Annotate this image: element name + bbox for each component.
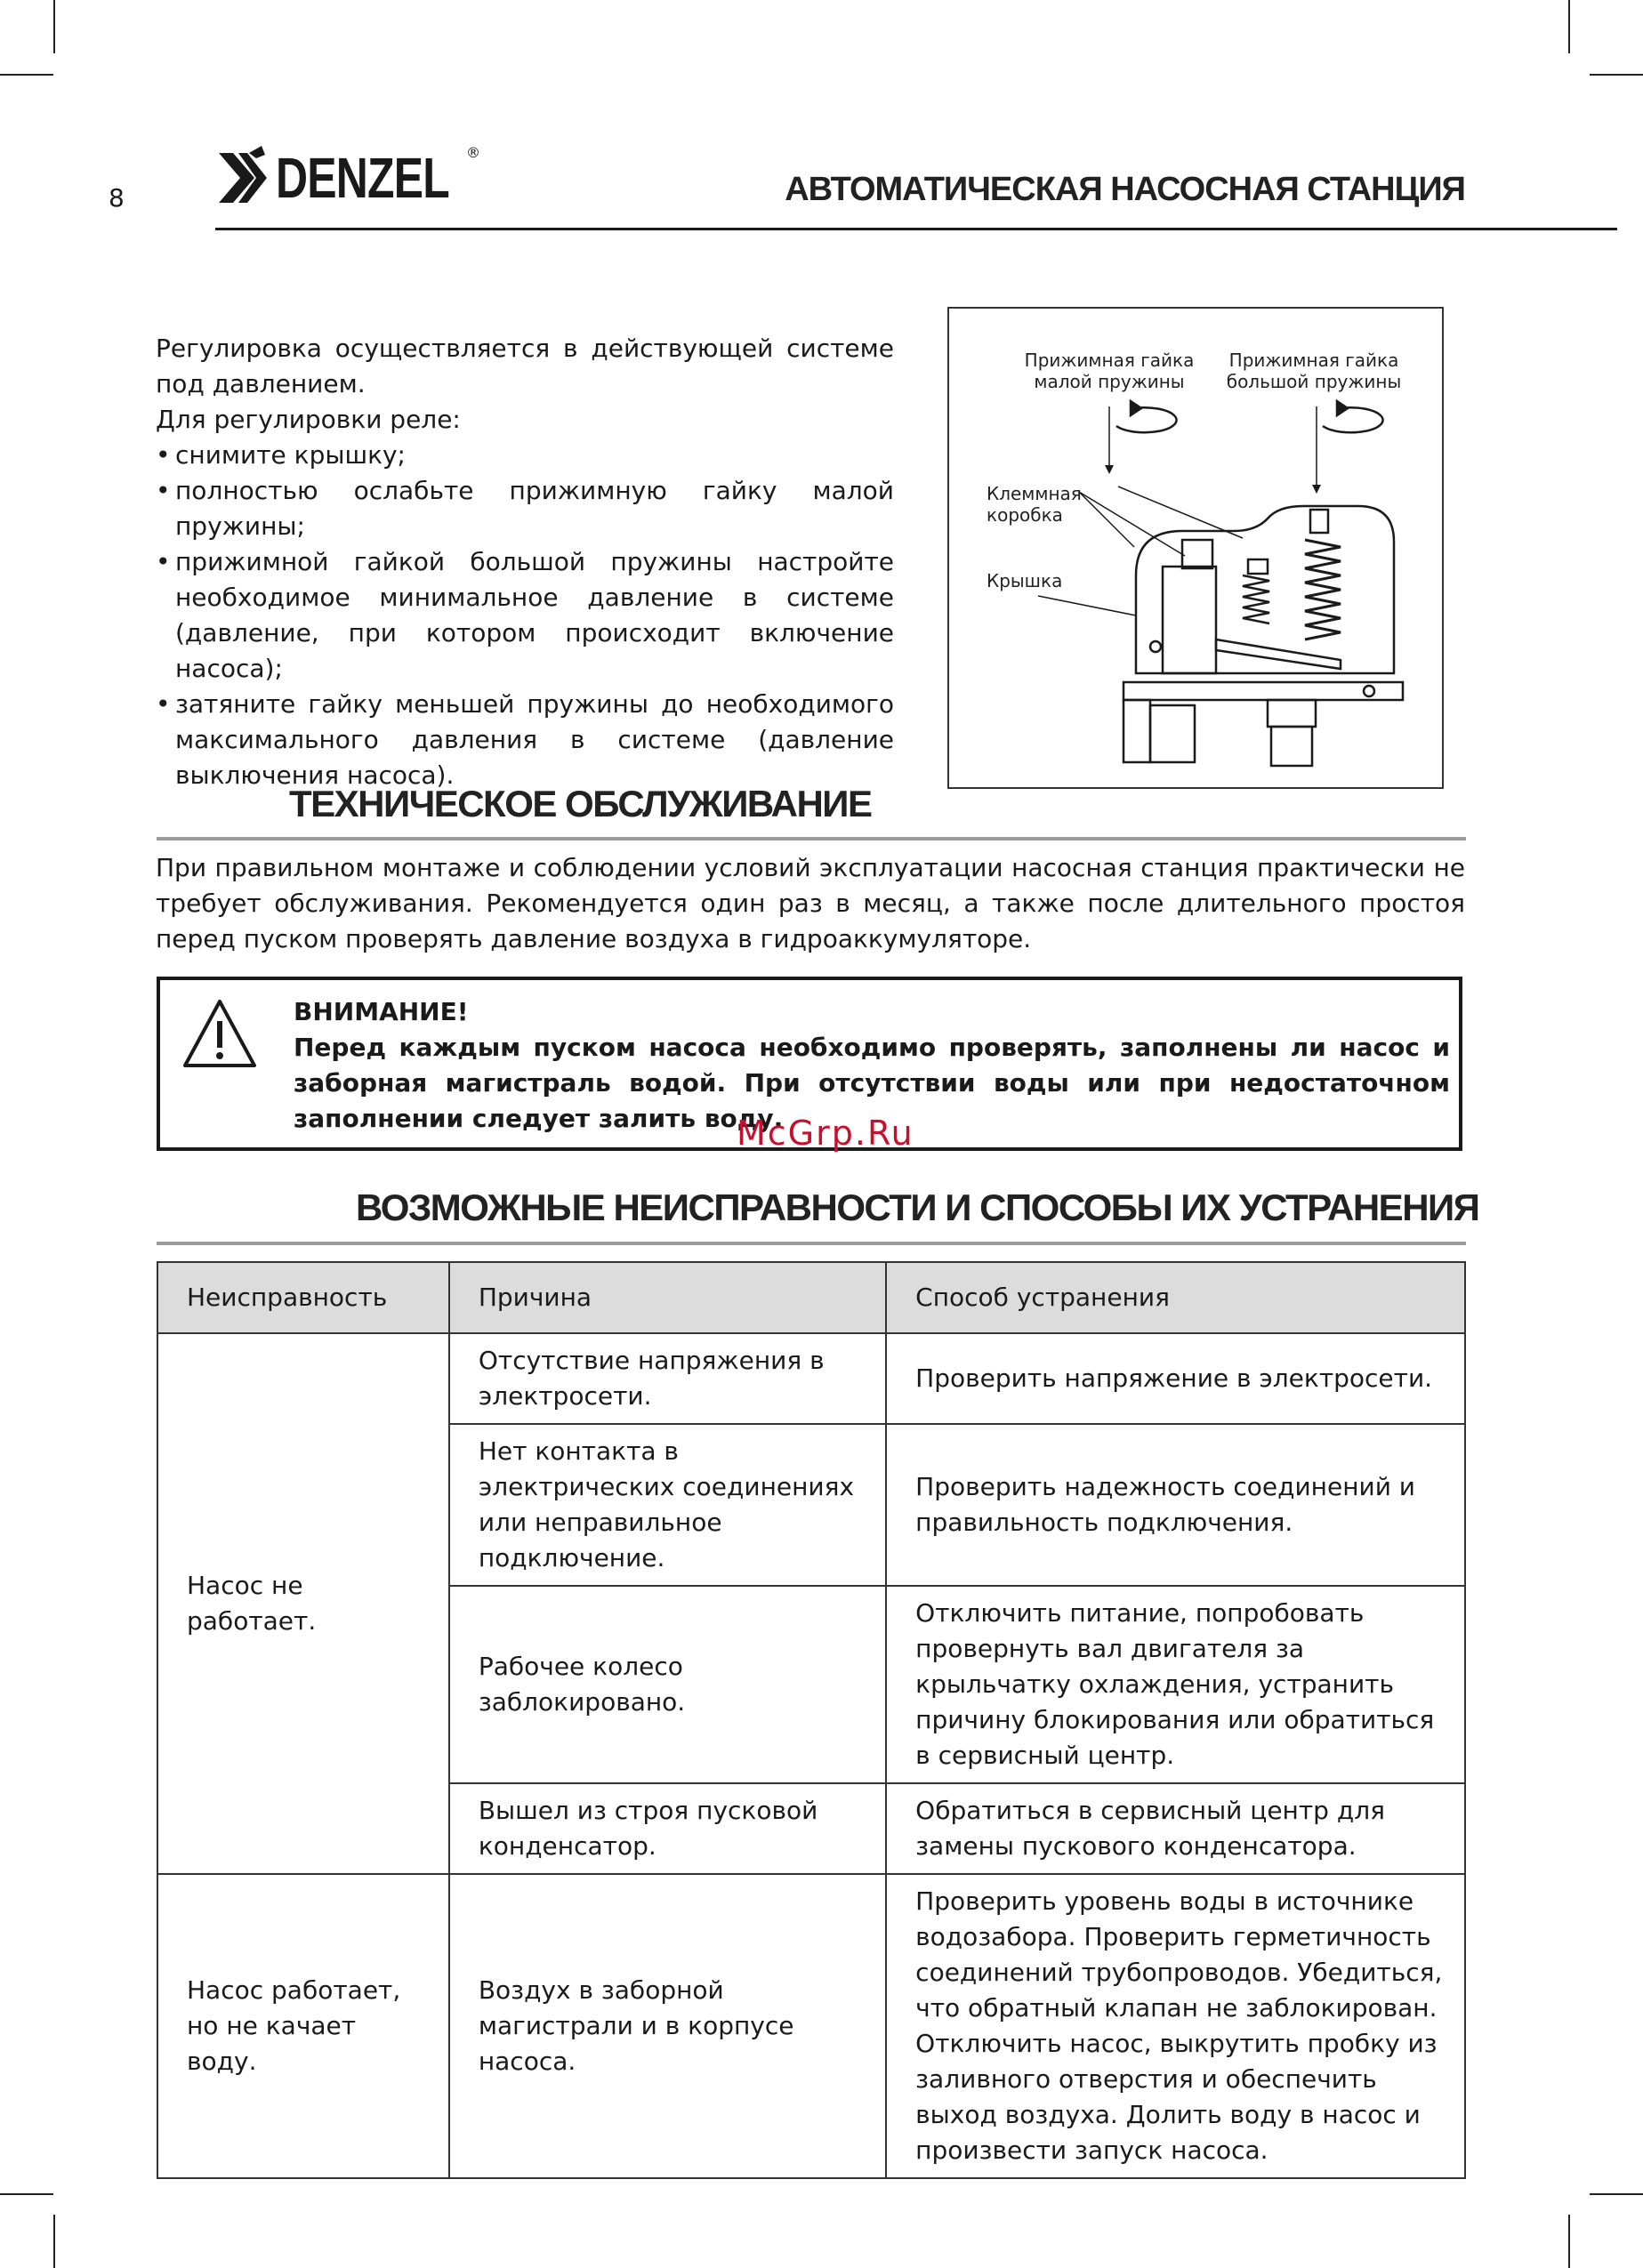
remedy-cell: Отключить питание, попробовать провернуть вал двигателя за крыльчатку охлаждения, устранить причину блокирования или обратиться в сервисный центр. xyxy=(886,1586,1465,1783)
fault-cell: Насос работает, но не качает воду. xyxy=(157,1874,449,2178)
brand-logo xyxy=(215,142,500,213)
header-rule xyxy=(215,228,1617,230)
crop-mark xyxy=(53,0,55,53)
terminal-box-label: Клеммная коробка xyxy=(987,483,1082,526)
cause-cell: Нет контакта в электрических соединениях или неправильное подключение. xyxy=(449,1424,886,1586)
troubleshooting-table xyxy=(157,1261,1466,2179)
maintenance-heading: ТЕХНИЧЕСКОЕ ОБСЛУЖИВАНИЕ xyxy=(289,783,872,824)
intro-line-1: Регулировка осуществляется в действующей системе под давлением. xyxy=(156,334,894,398)
crop-mark xyxy=(1568,2215,1570,2268)
pressure-switch-drawing xyxy=(949,309,1442,787)
table-row xyxy=(157,1333,1465,1424)
cause-cell: Рабочее колесо заблокировано. xyxy=(449,1586,886,1783)
column-header: Неисправность xyxy=(157,1262,449,1333)
table-header-row xyxy=(157,1262,1465,1333)
crop-mark xyxy=(1590,2193,1643,2195)
crop-mark xyxy=(1590,74,1643,76)
brand-name: DENZEL xyxy=(276,146,449,210)
list-item: • полностью ослабьте прижимную гайку малой пружины; xyxy=(156,473,894,544)
column-header: Способ устранения xyxy=(886,1262,1465,1333)
watermark: McGrp.Ru xyxy=(737,1114,914,1153)
denzel-emblem-icon xyxy=(215,142,272,213)
crop-mark xyxy=(1568,0,1570,53)
crop-mark xyxy=(53,2215,55,2268)
crop-mark xyxy=(0,74,53,76)
page-number: 8 xyxy=(109,183,125,213)
list-item: • снимите крышку; xyxy=(156,438,894,473)
adjustment-steps xyxy=(156,438,894,793)
table-row xyxy=(157,1874,1465,2178)
remedy-cell: Обратиться в сервисный центр для замены пускового конденсатора. xyxy=(886,1783,1465,1874)
maintenance-text: При правильном монтаже и соблюдении условий эксплуатации насосная станция практически не требует обслуживания. Рекомендуется один раз в месяц, а также после длительного простоя перед пуском проверять давление воздуха в гидроаккумуляторе. xyxy=(156,853,1465,953)
rotate-arrow-icon xyxy=(1116,401,1177,432)
small-nut-label: Прижимная гайка малой пружины xyxy=(1024,350,1195,392)
document-title: АВТОМАТИЧЕСКАЯ НАСОСНАЯ СТАНЦИЯ xyxy=(785,171,1465,208)
crop-mark xyxy=(0,2193,53,2195)
remedy-cell: Проверить уровень воды в источнике водозабора. Проверить герметичность соединений трубопроводов. Убедиться, что обратный клапан не заблокирован. Отключить насос, выкрутить пробку из заливного отверстия и обеспечить выход воздуха. Долить воду в насос и произвести запуск насоса. xyxy=(886,1874,1465,2178)
remedy-cell: Проверить надежность соединений и правильность подключения. xyxy=(886,1424,1465,1586)
section-divider xyxy=(157,1242,1466,1245)
cause-cell: Воздух в заборной магистрали и в корпусе насоса. xyxy=(449,1874,886,2178)
column-header: Причина xyxy=(449,1262,886,1333)
registered-mark: ® xyxy=(466,144,480,161)
warning-text: Перед каждым пуском насоса необходимо проверять, заполнены ли насос и заборная магистраль водой. При отсутствии воды или при недостаточном заполнении следует залить воду. xyxy=(294,1033,1450,1133)
cause-cell: Вышел из строя пусковой конденсатор. xyxy=(449,1783,886,1874)
cause-cell: Отсутствие напряжения в электросети. xyxy=(449,1333,886,1424)
cover-label: Крышка xyxy=(987,570,1063,591)
rotate-arrow-icon xyxy=(1323,401,1383,432)
warning-heading: ВНИМАНИЕ! xyxy=(294,997,469,1026)
warning-triangle-icon xyxy=(181,998,258,1069)
list-item: • затяните гайку меньшей пружины до необходимого максимального давления в системе (давление выключения насоса). xyxy=(156,687,894,793)
intro-line-2: Для регулировки реле: xyxy=(156,405,461,434)
fault-cell: Насос не работает. xyxy=(157,1333,449,1874)
remedy-cell: Проверить напряжение в электросети. xyxy=(886,1333,1465,1424)
troubleshooting-heading: ВОЗМОЖНЫЕ НЕИСПРАВНОСТИ И СПОСОБЫ ИХ УСТРАНЕНИЯ xyxy=(356,1186,1479,1228)
list-item: • прижимной гайкой большой пружины настройте необходимое минимальное давление в системе (давление, при котором происходит включение насоса); xyxy=(156,544,894,687)
big-nut-label: Прижимная гайка большой пружины xyxy=(1226,350,1402,392)
pressure-switch-figure xyxy=(947,307,1444,789)
intro-text xyxy=(156,331,894,793)
section-divider xyxy=(157,837,1466,840)
